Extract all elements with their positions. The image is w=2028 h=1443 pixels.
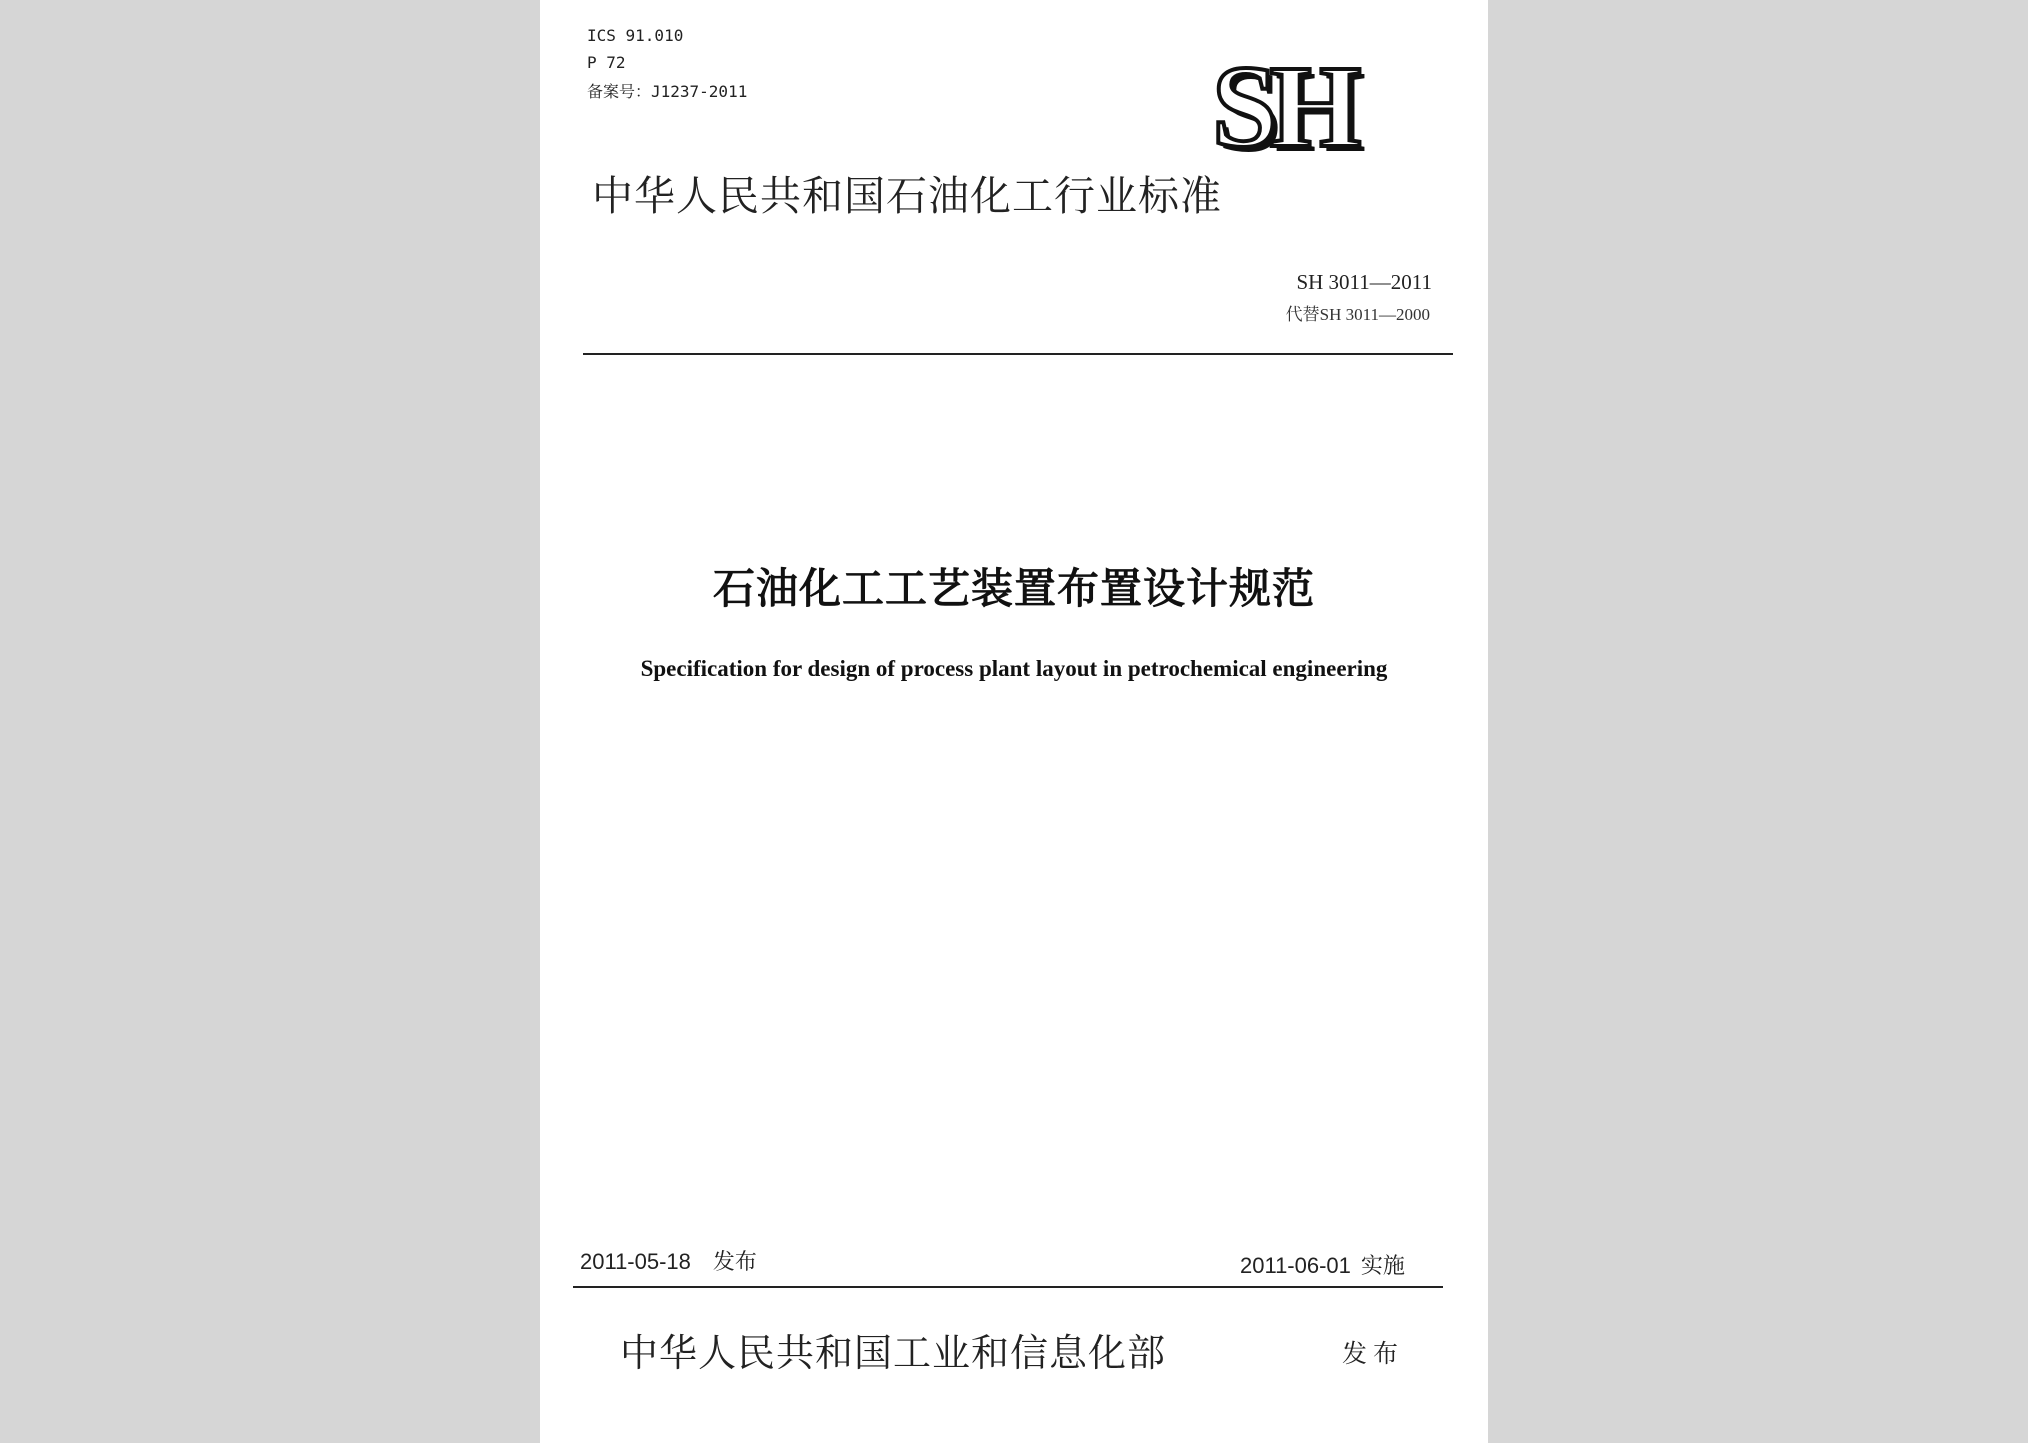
publish-date-value: 2011-05-18: [580, 1249, 691, 1274]
document-title-en: Specification for design of process plant layout in petrochemical engineering: [640, 656, 1388, 681]
replaces-code: 代替SH 3011—2000: [1285, 305, 1430, 324]
standard-code: SH 3011—2011: [1296, 270, 1432, 294]
filing-number: 备案号：J1237-2011: [587, 82, 748, 101]
header-divider: [583, 353, 1453, 355]
footer-divider: [573, 1286, 1443, 1288]
class-code: P 72: [587, 53, 626, 72]
document-title-cn: 石油化工工艺装置布置设计规范: [712, 564, 1315, 613]
effective-date: [1240, 1249, 1405, 1280]
header-title: 中华人民共和国石油化工行业标准: [592, 172, 1222, 220]
document-page: [540, 0, 1488, 1443]
publish-date: [580, 1245, 757, 1276]
effective-date-value: 2011-06-01: [1240, 1253, 1351, 1278]
ics-code: ICS 91.010: [587, 26, 684, 45]
sh-logo-icon: SH: [1212, 41, 1354, 172]
issuer-suffix: 发布: [1342, 1339, 1405, 1368]
publish-label: 发布: [712, 1249, 757, 1274]
issuer-name: 中华人民共和国工业和信息化部: [620, 1331, 1167, 1375]
effective-label: 实施: [1360, 1253, 1405, 1278]
